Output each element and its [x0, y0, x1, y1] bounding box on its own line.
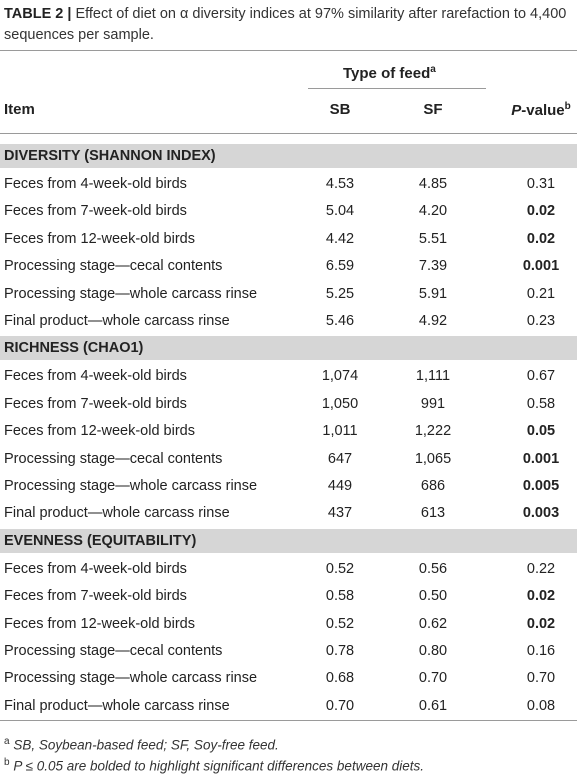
row-item-label: Feces from 4-week-old birds	[4, 176, 187, 192]
cell-p-value: 0.005	[522, 478, 560, 494]
cell-p-value: 0.003	[522, 505, 560, 522]
row-item-label: Processing stage—cecal contents	[4, 258, 223, 275]
row-item-label: Feces from 4-week-old birds	[4, 560, 187, 577]
table-row	[0, 363, 577, 390]
section-header	[0, 144, 577, 168]
cell-sb: 4.42	[325, 230, 355, 247]
cell-sf: 5.91	[418, 285, 448, 302]
table-row	[0, 665, 577, 692]
cell-sf: 4.20	[418, 203, 448, 220]
cell-sb: 5.04	[325, 203, 355, 220]
row-item-label: Feces from 12-week-old birds	[4, 615, 195, 632]
cell-sb: 0.52	[325, 560, 355, 577]
top-rule	[0, 50, 577, 51]
row-item-label: Final product—whole carcass rinse	[4, 313, 230, 329]
cell-sf: 1,111	[415, 368, 451, 385]
column-header-sb: SB	[329, 101, 351, 118]
cell-p-value: 0.58	[526, 395, 556, 412]
cell-sb: 0.52	[325, 615, 355, 632]
bottom-rule	[0, 720, 577, 721]
cell-sb: 437	[327, 505, 353, 522]
row-item-label: Processing stage—cecal contents	[4, 643, 223, 659]
column-header-p-value: P-value$^b$	[511, 101, 571, 119]
cell-p-value: 0.22	[526, 560, 556, 577]
cell-sb: 1,011	[322, 423, 358, 440]
row-item-label: Processing stage—whole carcass rinse	[4, 285, 258, 302]
cell-sf: 991	[420, 395, 446, 412]
cell-sf: 1,222	[414, 423, 452, 440]
table-row	[0, 391, 577, 418]
row-item-label: Final product—whole carcass rinse	[4, 505, 230, 522]
cell-p-value: 0.31	[526, 176, 556, 192]
section-title: DIVERSITY (SHANNON INDEX)	[4, 148, 216, 164]
table-row	[0, 446, 577, 473]
cell-p-value: 0.02	[526, 588, 556, 605]
cell-sf: 5.51	[418, 230, 448, 247]
cell-sf: 7.39	[418, 258, 448, 275]
table-row	[0, 583, 577, 610]
row-item-label: Feces from 7-week-old birds	[4, 395, 187, 412]
cell-sb: 0.68	[325, 670, 355, 687]
cell-sf: 0.56	[418, 560, 448, 577]
header-rule	[0, 133, 577, 134]
cell-sb: 6.59	[325, 258, 355, 275]
cell-sf: 0.61	[418, 697, 448, 714]
table-row	[0, 308, 577, 335]
table-title: Effect of diet on α diversity indices at 97% similarity after rarefaction to 4,400 sequences per sample.	[4, 6, 567, 43]
table-row	[0, 556, 577, 583]
cell-sb: 5.25	[325, 285, 355, 302]
table-row	[0, 473, 577, 500]
cell-p-value: 0.02	[526, 230, 556, 247]
row-item-label: Feces from 12-week-old birds	[4, 230, 195, 247]
table-caption	[4, 4, 572, 46]
cell-sf: 0.80	[418, 643, 448, 659]
row-item-label: Feces from 12-week-old birds	[4, 423, 195, 440]
cell-sb: 5.46	[325, 313, 355, 329]
section-title: EVENNESS (EQUITABILITY)	[4, 532, 197, 549]
cell-p-value: 0.02	[526, 615, 556, 632]
cell-sf: 1,065	[414, 450, 452, 467]
row-item-label: Feces from 4-week-old birds	[4, 368, 187, 385]
table-row	[0, 500, 577, 527]
group-header-rule	[308, 88, 486, 89]
footnote-a: $^a$ SB, Soybean-based feed; SF, Soy-free feed.	[4, 736, 279, 753]
cell-p-value: 0.001	[522, 450, 560, 467]
cell-p-value: 0.21	[526, 285, 556, 302]
cell-sf: 4.92	[418, 313, 448, 329]
cell-sb: 647	[327, 450, 353, 467]
row-item-label: Feces from 7-week-old birds	[4, 588, 187, 605]
table-row	[0, 693, 577, 720]
cell-sb: 0.58	[325, 588, 355, 605]
cell-sb: 0.78	[325, 643, 355, 659]
group-header-type-of-feed: Type of feed$^a$	[343, 64, 436, 82]
cell-sb: 4.53	[325, 176, 355, 192]
table-row	[0, 171, 577, 198]
table-row	[0, 611, 577, 638]
cell-p-value: 0.05	[526, 423, 556, 440]
cell-p-value: 0.08	[526, 697, 556, 714]
footnote-b: $^b$ P ≤ 0.05 are bolded to highlight significant differences between diets.	[4, 757, 424, 774]
cell-p-value: 0.001	[522, 258, 560, 275]
table-row	[0, 418, 577, 445]
table-row	[0, 638, 577, 665]
column-header-sf: SF	[423, 101, 443, 118]
cell-sf: 613	[420, 505, 446, 522]
cell-p-value: 0.70	[526, 670, 556, 687]
cell-p-value: 0.67	[526, 368, 556, 385]
section-title: RICHNESS (CHAO1)	[4, 340, 144, 357]
section-header	[0, 529, 577, 553]
row-item-label: Feces from 7-week-old birds	[4, 203, 187, 220]
table-row	[0, 253, 577, 280]
cell-sf: 0.50	[418, 588, 448, 605]
row-item-label: Processing stage—whole carcass rinse	[4, 478, 258, 494]
table-number: TABLE 2 |	[4, 6, 72, 22]
row-item-label: Processing stage—cecal contents	[4, 450, 223, 467]
cell-sf: 686	[420, 478, 446, 494]
column-header-item: Item	[4, 101, 35, 118]
cell-p-value: 0.16	[526, 643, 556, 659]
table-row	[0, 281, 577, 308]
cell-sb: 1,074	[321, 368, 359, 385]
cell-sb: 0.70	[325, 697, 355, 714]
section-header	[0, 336, 577, 360]
cell-sf: 4.85	[418, 176, 448, 192]
table-row	[0, 226, 577, 253]
cell-sf: 0.62	[418, 615, 448, 632]
cell-p-value: 0.02	[526, 203, 556, 220]
row-item-label: Final product—whole carcass rinse	[4, 697, 230, 714]
cell-sf: 0.70	[418, 670, 448, 687]
cell-sb: 449	[327, 478, 353, 494]
cell-p-value: 0.23	[526, 313, 556, 329]
table-row	[0, 198, 577, 225]
row-item-label: Processing stage—whole carcass rinse	[4, 670, 258, 687]
cell-sb: 1,050	[321, 395, 359, 412]
